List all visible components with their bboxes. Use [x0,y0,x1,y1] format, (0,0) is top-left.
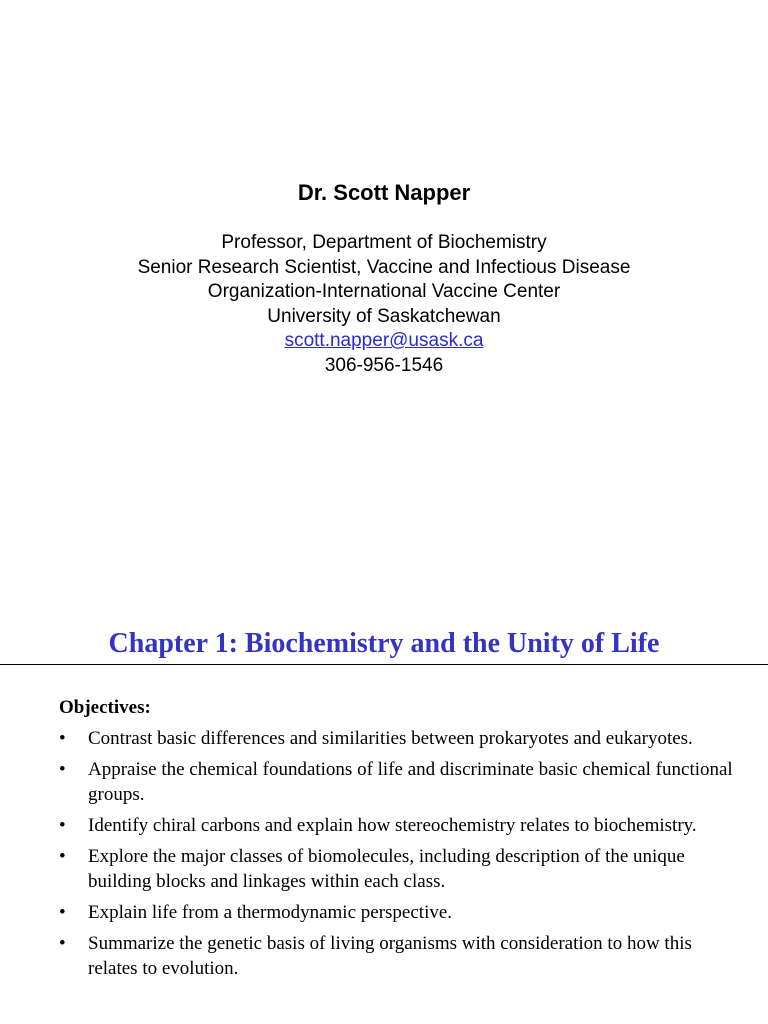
objective-text: Appraise the chemical foundations of life and discriminate basic chemical functional groups. [88,759,733,805]
bullet-icon: • [59,846,66,867]
objective-text: Summarize the genetic basis of living organisms with consideration to how this relates to evolution. [88,933,692,979]
chapter-title: Chapter 1: Biochemistry and the Unity of Life [108,628,660,659]
author-research-position: Senior Research Scientist, Vaccine and Infectious Disease [137,256,631,278]
bullet-icon: • [59,728,66,749]
objective-text: Identify chiral carbons and explain how stereochemistry relates to biochemistry. [88,815,697,836]
objectives-section [59,696,739,987]
objective-item [59,844,739,894]
objective-item [59,900,739,925]
author-organization: Organization-International Vaccine Center [207,281,561,302]
author-name: Dr. Scott Napper [297,180,471,205]
author-info [0,178,768,378]
author-university: University of Saskatchewan [267,305,501,327]
objective-text: Explore the major classes of biomolecules, including description of the unique building blocks and linkages within each class. [88,846,685,892]
bullet-icon: • [59,815,66,836]
objectives-heading: Objectives: [59,697,151,718]
author-email-link[interactable]: scott.napper@usask.ca [284,330,484,351]
objective-text: Explain life from a thermodynamic perspective. [88,902,453,923]
bullet-icon: • [59,902,66,923]
bullet-icon: • [59,933,66,954]
objective-text: Contrast basic differences and similarities between prokaryotes and eukaryotes. [88,728,693,749]
bullet-icon: • [59,759,66,780]
objectives-list [59,726,739,981]
objective-item [59,726,739,751]
author-title: Professor, Department of Biochemistry [221,232,547,253]
title-divider [0,664,768,665]
objective-item [59,757,739,807]
author-phone: 306-956-1546 [324,354,444,376]
objective-item [59,813,739,838]
objective-item [59,931,739,981]
